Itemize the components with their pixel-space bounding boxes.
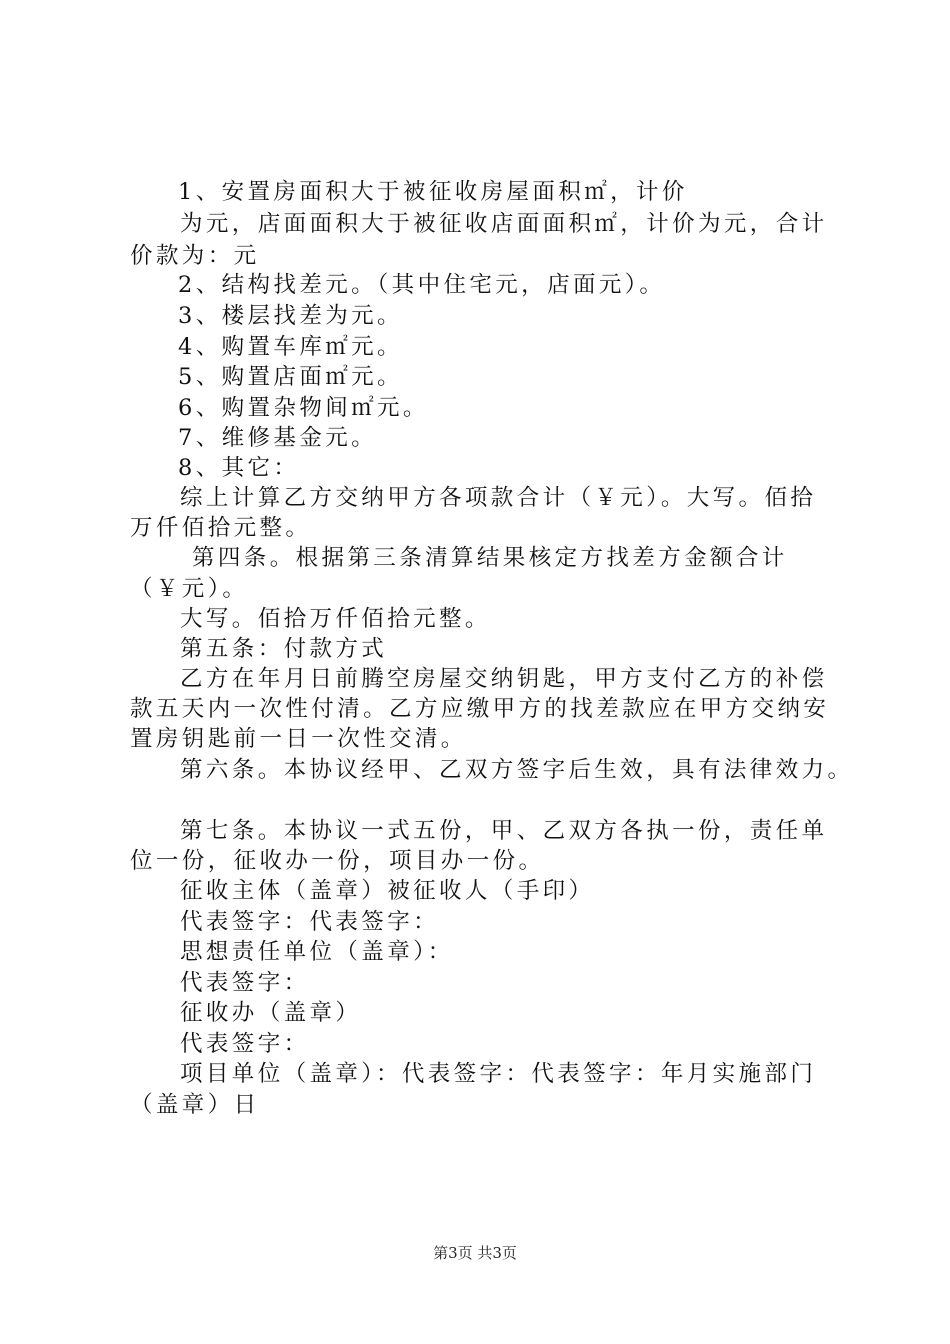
text-line: 第七条。本协议一式五份，甲、乙双方各执一份，责任单 — [180, 818, 828, 844]
text-line: 3、楼层找差为元。 — [178, 303, 403, 329]
text-line: 思想责任单位（盖章）： — [180, 939, 454, 965]
text-line: 8、其它： — [178, 455, 300, 481]
text-line: 代表签字： — [180, 1031, 310, 1057]
page-number: 第3页 共3页 — [433, 1244, 517, 1262]
text-line: 代表签字：代表签字： — [180, 909, 440, 935]
text-line: 第六条。本协议经甲、乙双方签字后生效，具有法律效力。 — [180, 757, 854, 783]
text-line: 万仟佰拾元整。 — [130, 515, 312, 541]
text-line: 代表签字： — [180, 970, 310, 996]
text-line: 1、安置房面积大于被征收房屋面积㎡，计价 — [178, 179, 688, 205]
text-line: 2、结构找差元。（其中住宅元，店面元）。 — [178, 272, 666, 298]
text-line: 4、购置车库㎡元。 — [178, 334, 403, 360]
text-line: 第四条。根据第三条清算结果核定方找差方金额合计 — [192, 545, 788, 571]
text-line: 5、购置店面㎡元。 — [178, 364, 403, 390]
text-line: 综上计算乙方交纳甲方各项款合计（￥元）。大写。佰拾 — [180, 485, 817, 511]
text-line: （盖章）日 — [130, 1092, 260, 1118]
text-line: 价款为：元 — [130, 243, 260, 269]
text-line: 大写。佰拾万仟佰拾元整。 — [180, 606, 491, 632]
text-line: 7、维修基金元。 — [178, 425, 378, 451]
text-line: 第五条：付款方式 — [180, 636, 388, 662]
text-line: 款五天内一次性付清。乙方应缴甲方的找差款应在甲方交纳安 — [130, 696, 830, 722]
text-line: 置房钥匙前一日一次性交清。 — [130, 726, 467, 752]
text-line: 为元，店面面积大于被征收店面面积㎡，计价为元，合计 — [180, 211, 828, 237]
text-line: 征收主体（盖章）被征收人（手印） — [180, 878, 595, 904]
text-line: 乙方在年月日前腾空房屋交纳钥匙，甲方支付乙方的补偿 — [180, 666, 828, 692]
text-line: 征收办（盖章） — [180, 1000, 362, 1026]
text-line: （￥元）。 — [130, 576, 249, 602]
text-line: 6、购置杂物间㎡元。 — [178, 395, 429, 421]
text-line: 项目单位（盖章）：代表签字：代表签字：年月实施部门 — [180, 1061, 817, 1087]
text-line: 位一份，征收办一份，项目办一份。 — [130, 848, 545, 874]
